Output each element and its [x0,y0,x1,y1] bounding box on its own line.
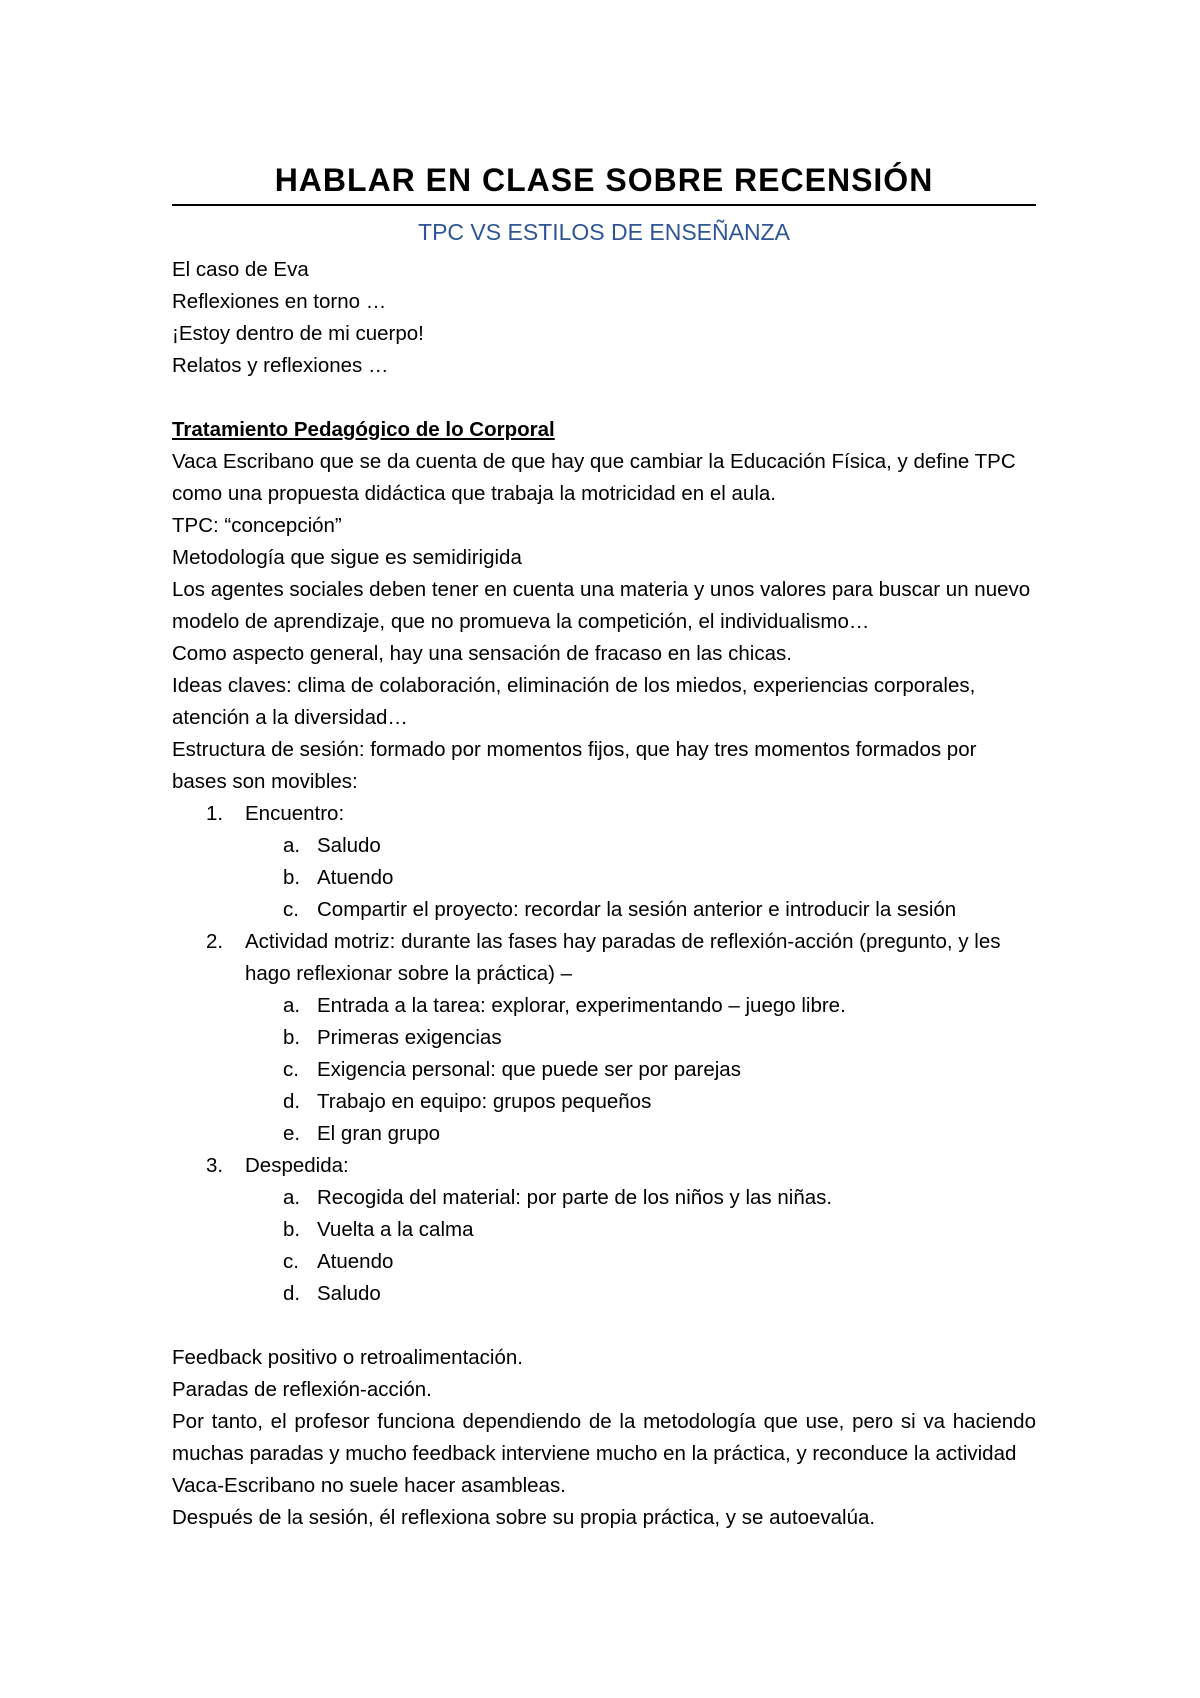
paragraph: Después de la sesión, él reflexiona sobre su propia práctica, y se autoevalúa. [172,1506,876,1529]
sub-list-item [172,830,1036,862]
sub-list-marker: b. [283,1026,301,1049]
spacer [172,1310,1036,1342]
spacer [172,382,1036,414]
paragraph: Paradas de reflexión-acción. [172,1378,432,1401]
sub-list [172,830,1036,926]
sub-list [172,990,1036,1150]
sub-list [172,1182,1036,1310]
paragraph: Estructura de sesión: formado por momentos fijos, que hay tres momentos formados por bases son movibles: [172,738,977,793]
paragraph: Feedback positivo o retroalimentación. [172,1346,523,1369]
sub-list-marker: e. [283,1122,301,1145]
sub-list-marker: d. [283,1090,301,1113]
sub-list-item-text: Compartir el proyecto: recordar la sesión anterior e introducir la sesión [317,898,957,921]
sub-list-item [172,1246,1036,1278]
paragraph: Como aspecto general, hay una sensación de fracaso en las chicas. [172,642,792,665]
list-marker: 3. [206,1154,224,1177]
page-title: HABLAR EN CLASE SOBRE RECENSIÓN [172,160,1036,206]
sub-list-item [172,1054,1036,1086]
list-item [172,926,1036,1150]
sub-list-item-text: Trabajo en equipo: grupos pequeños [317,1090,652,1113]
sub-list-marker: a. [283,834,301,857]
sub-list-item [172,1118,1036,1150]
intro-line: El caso de Eva [172,258,309,281]
sub-list-marker: c. [283,1058,299,1081]
sub-list-item-text: Saludo [317,834,381,857]
sub-list-item-text: Vuelta a la calma [317,1218,474,1241]
sub-list-marker: d. [283,1282,301,1305]
sub-list-item [172,1278,1036,1310]
sub-list-marker: c. [283,1250,299,1273]
intro-line: ¡Estoy dentro de mi cuerpo! [172,322,424,345]
paragraph: TPC: “concepción” [172,514,342,537]
sub-list-item [172,1214,1036,1246]
section-title: Tratamiento Pedagógico de lo Corporal [172,418,555,441]
list-item-text: Actividad motriz: durante las fases hay paradas de reflexión-acción (pregunto, y les hago reflexionar sobre la práctica) – [245,930,1001,985]
list-marker: 2. [206,930,224,953]
paragraph: Los agentes sociales deben tener en cuenta una materia y unos valores para buscar un nuevo modelo de aprendizaje, que no promueva la competición, el individualismo… [172,578,1031,633]
sub-list-item-text: Recogida del material: por parte de los niños y las niñas. [317,1186,833,1209]
sub-list-marker: b. [283,866,301,889]
paragraph: Vaca Escribano que se da cuenta de que hay que cambiar la Educación Física, y define TPC como una propuesta didáctica que trabaja la motricidad en el aula. [172,450,1016,505]
sub-list-item-text: Primeras exigencias [317,1026,502,1049]
page-subtitle: TPC VS ESTILOS DE ENSEÑANZA [418,219,790,245]
section-paragraphs [172,446,1036,798]
sub-list-item [172,1086,1036,1118]
sub-list-item [172,862,1036,894]
list-item-text: Despedida: [245,1154,349,1177]
session-structure-list [172,798,1036,1310]
sub-list-item [172,894,1036,926]
intro-line: Relatos y reflexiones … [172,354,389,377]
list-marker: 1. [206,802,224,825]
list-item-text: Encuentro: [245,802,345,825]
sub-list-marker: c. [283,898,299,921]
closing-paragraphs [172,1342,1036,1534]
intro-line: Reflexiones en torno … [172,290,387,313]
sub-list-marker: a. [283,994,301,1017]
sub-list-item-text: Saludo [317,1282,381,1305]
document-body [172,160,1036,1534]
sub-list-item-text: Entrada a la tarea: explorar, experimentando – juego libre. [317,994,846,1017]
sub-list-item [172,1182,1036,1214]
paragraph: Metodología que sigue es semidirigida [172,546,522,569]
intro-lines [172,254,1036,382]
paragraph: Ideas claves: clima de colaboración, eliminación de los miedos, experiencias corporales, atención a la diversidad… [172,674,976,729]
sub-list-item-text: Atuendo [317,1250,394,1273]
paragraph: Por tanto, el profesor funciona dependiendo de la metodología que use, pero si va haciendo muchas paradas y mucho feedback interviene mucho en la práctica, y reconduce la actividad [172,1410,1036,1465]
section-heading [172,414,1036,446]
paragraph: Vaca-Escribano no suele hacer asambleas. [172,1474,566,1497]
sub-list-item [172,990,1036,1022]
sub-list-item-text: Exigencia personal: que puede ser por parejas [317,1058,741,1081]
sub-list-item-text: El gran grupo [317,1122,441,1145]
sub-list-marker: b. [283,1218,301,1241]
list-item [172,798,1036,926]
sub-list-item [172,1022,1036,1054]
sub-list-item-text: Atuendo [317,866,394,889]
sub-list-marker: a. [283,1186,301,1209]
list-item [172,1150,1036,1310]
